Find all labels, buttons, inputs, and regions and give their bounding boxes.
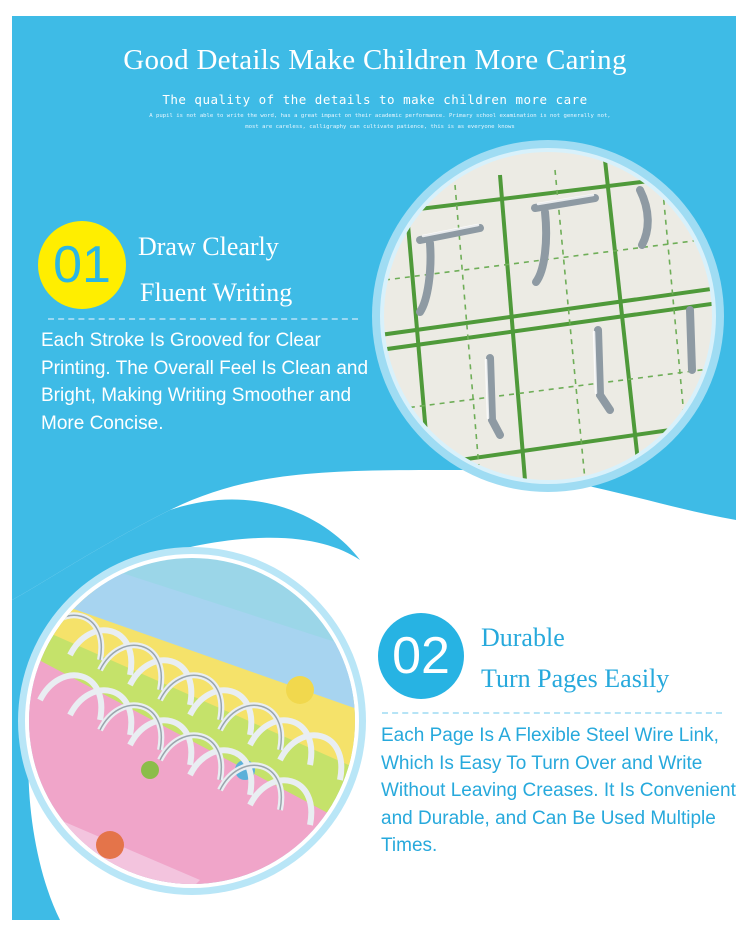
header-note [130,111,630,133]
feature-2-divider [382,712,722,714]
feature-2-description: Each Page Is A Flexible Steel Wire Link, Which Is Easy To Turn Over and Write Without Leaving Creases. It Is Convenient and Durable, and Can Be Used Multiple Times. [381,725,736,856]
header-note-line-2: most are careless, calligraphy can cultivate patience, this is as everyone knows [245,124,515,130]
feature-1-title-line-2: Fluent Writing [140,278,293,307]
page-subtitle: The quality of the details to make children more care [162,92,588,107]
feature-1-number-badge: 01 [38,221,126,309]
feature-1-divider [48,318,358,320]
feature-2-title-line-2: Turn Pages Easily [481,664,670,693]
feature-1-description: Each Stroke Is Grooved for Clear Printing. The Overall Feel Is Clean and Bright, Making Writing Smoother and More Concise. [41,330,369,434]
feature-2-title-line-1: Durable [481,623,565,652]
header-note-line-1: A pupil is not able to write the word, has a great impact on their academic performance. Primary school examination is not generally not, [149,113,611,119]
feature-1-title-line-1: Draw Clearly [138,232,279,261]
page-title: Good Details Make Children More Caring [123,44,627,76]
feature-2-number-badge: 02 [378,613,464,699]
